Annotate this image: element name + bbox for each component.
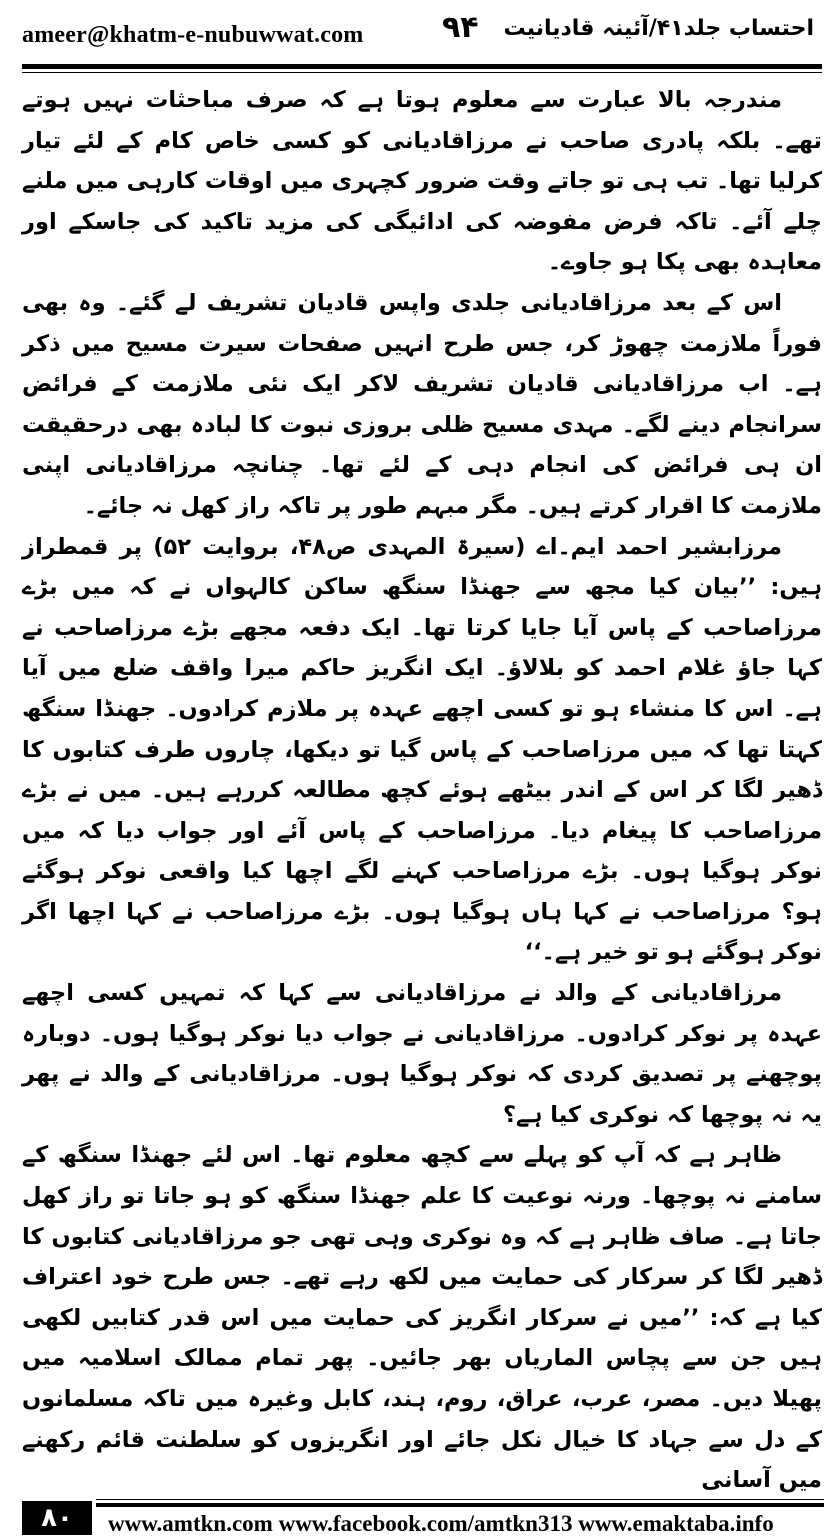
header-rule-thick: [22, 64, 822, 69]
paragraph: مرزابشیر احمد ایم۔اے (سیرۃ المہدی ص۴۸، بروایت ۵۲) پر قمطراز ہیں: ’’بیان کیا مجھ سے جھنڈا سنگھ ساکن کالہواں نے کہ میں بڑے مرزاصاحب کے پاس آیا جایا کرتا تھا۔ ایک دفعہ مجھے بڑے مرزاصاحب نے کہا جاؤ غلام احمد کو بلالاؤ۔ ایک انگریز حاکم میرا واقف ضلع میں آیا ہے۔ اس کا منشاء ہو تو کسی اچھے عہدہ پر ملازم کرادوں۔ جھنڈا سنگھ کہتا تھا کہ میں مرزاصاحب کے پاس گیا تو دیکھا، چاروں طرف کتابوں کا ڈھیر لگا کر اس کے اندر بیٹھے ہوئے کچھ مطالعہ کررہے ہیں۔ میں نے بڑے مرزاصاحب کا پیغام دیا۔ مرزاصاحب کے پاس آئے اور جواب دیا کہ میں نوکر ہوگیا ہوں۔ بڑے مرزاصاحب کہنے لگے اچھا کیا واقعی نوکر ہوگئے ہو؟ مرزاصاحب نے کہا ہاں ہوگیا ہوں۔ بڑے مرزاصاحب نے کہا اچھا اگر نوکر ہوگئے ہو تو خیر ہے۔‘‘: [22, 533, 822, 966]
page-header: [0, 0, 840, 80]
footer-rule-thin: [96, 1499, 824, 1500]
header-email: ameer@khatm-e-nubuwwat.com: [22, 22, 364, 48]
header-book-title: احتساب جلد۴۱/آئینہ قادیانیت: [503, 16, 814, 41]
paragraph: مرزاقادیانی کے والد نے مرزاقادیانی سے کہا کہ تمہیں کسی اچھے عہدہ پر نوکر کرادوں۔ مرزاقادیانی نے جواب دیا نوکر ہوگیا ہوں۔ دوبارہ پوچھنے پر تصدیق کردی کہ نوکر ہوگیا ہوں۔ مرزاقادیانی کے والد نے پھر یہ نہ پوچھا کہ نوکری کیا ہے؟: [22, 980, 822, 1128]
paragraph: اس کے بعد مرزاقادیانی جلدی واپس قادیان تشریف لے گئے۔ وہ بھی فوراً ملازمت چھوڑ کر، جس طرح انہیں صفحات سیرت مسیح میں ذکر ہے۔ اب مرزاقادیانی قادیان تشریف لاکر ایک نئی ملازمت کے فرائض سرانجام دینے لگے۔ مہدی مسیح ظلی بروزی نبوت کا لبادہ بھی درحقیقت ان ہی فرائض کی انجام دہی کے لئے تھا۔ چنانچہ مرزاقادیانی اپنی ملازمت کا اقرار کرتے ہیں۔ مگر مبہم طور پر تاکہ راز کھل نہ جائے۔: [22, 289, 822, 519]
footer-rule-thick: [96, 1503, 824, 1507]
paragraph: ظاہر ہے کہ آپ کو پہلے سے کچھ معلوم تھا۔ اس لئے جھنڈا سنگھ کے سامنے نہ پوچھا۔ ورنہ نوعیت کا علم جھنڈا سنگھ کو ہو جاتا تو راز کھل جاتا ہے۔ صاف ظاہر ہے کہ وہ نوکری وہی تھی جو مرزاقادیانی کتابوں کا ڈھیر لگا کر سرکار کی حمایت میں لکھ رہے تھے۔ جس طرح خود اعتراف کیا ہے کہ: ’’میں نے سرکار انگریز کی حمایت میں اس قدر کتابیں لکھی ہیں جن سے پچاس الماریاں بھر جائیں۔ پھر تمام ممالک اسلامیہ میں پھیلا دیں۔ مصر، عرب، عراق، روم، ہند، کابل وغیرہ میں تاکہ مسلمانوں کے دل سے جہاد کا خیال نکل جائے اور انگریزوں کو سلطنت قائم رکھنے میں آسانی: [22, 1142, 822, 1494]
header-rule-thin: [22, 72, 822, 73]
page-footer: [0, 1495, 840, 1540]
footer-page-number: ۸۰: [22, 1501, 92, 1535]
body-text: [22, 80, 822, 1494]
paragraph: مندرجہ بالا عبارت سے معلوم ہوتا ہے کہ صرف مباحثات نہیں ہوتے تھے۔ بلکہ پادری صاحب نے مرزاقادیانی کو کسی خاص کام کے لئے تیار کرلیا تھا۔ تب ہی تو جاتے وقت ضرور کچہری میں اوقات کارہی میں ملنے چلے آئے۔ تاکہ فرض مفوضہ کی ادائیگی کی مزید تاکید کی جاسکے اور معاہدہ بھی پکا ہو جاوے۔: [22, 87, 822, 276]
header-page-number: ۹۴: [442, 10, 479, 45]
footer-urls: www.amtkn.com www.facebook.com/amtkn313 www.emaktaba.info: [108, 1511, 774, 1536]
